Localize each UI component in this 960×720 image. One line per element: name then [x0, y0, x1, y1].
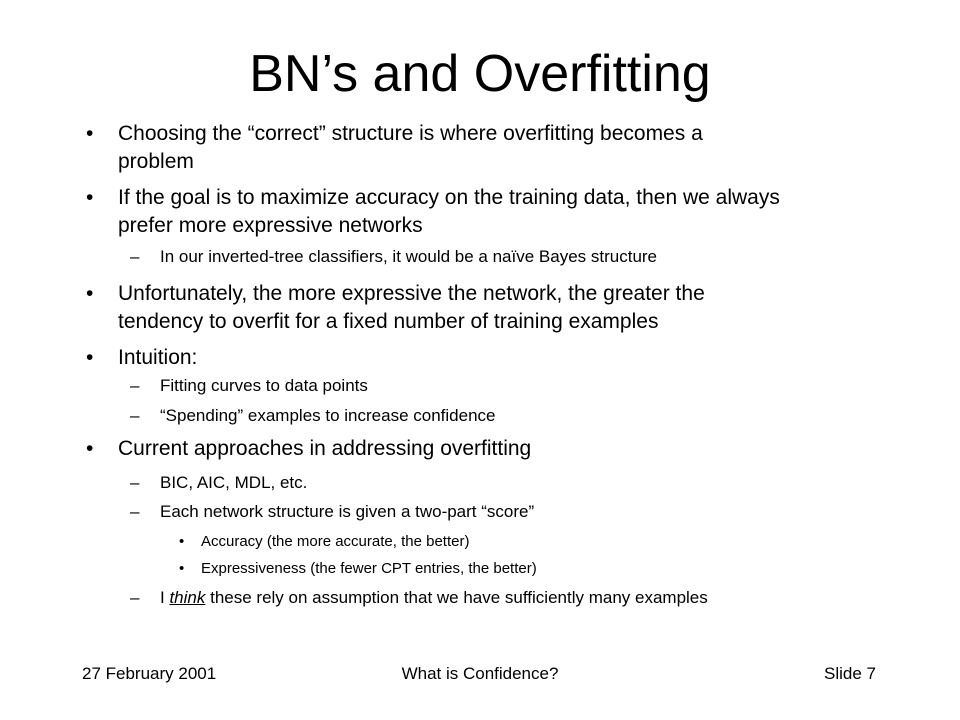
bullet-marker: •: [179, 533, 185, 550]
bullet-text: Choosing the “correct” structure is where overfitting becomes a: [118, 122, 703, 145]
sub-bullet-text: Each network structure is given a two-part “score”: [160, 502, 535, 521]
sub-bullet-text: In our inverted-tree classifiers, it would be a naïve Bayes structure: [160, 247, 658, 266]
sub-sub-bullet-item: [179, 532, 470, 552]
footer-date: 27 February 2001: [82, 664, 217, 683]
bullet-marker: •: [179, 560, 185, 577]
bullet-text: Unfortunately, the more expressive the network, the greater the: [118, 282, 705, 305]
dash-marker: –: [130, 502, 140, 521]
bullet-marker: •: [86, 122, 94, 145]
bullet-text: If the goal is to maximize accuracy on the training data, then we always: [118, 186, 780, 209]
sub-bullet-text: Fitting curves to data points: [160, 376, 368, 395]
sub-bullet-item: [130, 501, 535, 523]
bullet-continuation: problem: [118, 150, 194, 173]
bullet-marker: •: [86, 186, 94, 209]
sub-bullet-text-pre: I: [160, 588, 170, 607]
bullet-marker: •: [86, 346, 94, 369]
bullet-item: [86, 281, 705, 307]
sub-sub-bullet-text: Expressiveness (the fewer CPT entries, the better): [201, 560, 537, 577]
bullet-marker: •: [86, 282, 94, 305]
sub-bullet-item: [130, 246, 658, 268]
emphasized-word: think: [169, 588, 206, 607]
bullet-text: Intuition:: [118, 346, 198, 369]
sub-bullet-text: “Spending” examples to increase confidence: [160, 406, 496, 425]
bullet-item: [86, 345, 198, 371]
slide-title: BN’s and Overfitting: [249, 45, 711, 103]
dash-marker: –: [130, 376, 140, 395]
bullet-marker: •: [86, 437, 94, 460]
dash-marker: –: [130, 406, 140, 425]
dash-marker: –: [130, 588, 140, 607]
bullet-item: [86, 436, 532, 462]
dash-marker: –: [130, 473, 140, 492]
bullet-text: Current approaches in addressing overfitting: [118, 437, 532, 460]
dash-marker: –: [130, 247, 140, 266]
sub-bullet-text: BIC, AIC, MDL, etc.: [160, 473, 308, 492]
slide-number: Slide 7: [824, 664, 876, 683]
sub-bullet-item: [130, 587, 708, 609]
sub-sub-bullet-text: Accuracy (the more accurate, the better): [201, 533, 470, 550]
bullet-continuation: tendency to overfit for a fixed number of training examples: [118, 310, 659, 333]
sub-sub-bullet-item: [179, 559, 537, 579]
sub-bullet-item: [130, 405, 496, 427]
sub-bullet-item: [130, 472, 308, 494]
bullet-item: [86, 185, 780, 211]
bullet-item: [86, 121, 703, 147]
footer-title: What is Confidence?: [401, 664, 559, 683]
sub-bullet-text-post: these rely on assumption that we have sufficiently many examples: [205, 588, 708, 607]
sub-bullet-item: [130, 375, 368, 397]
bullet-continuation: prefer more expressive networks: [118, 214, 423, 237]
